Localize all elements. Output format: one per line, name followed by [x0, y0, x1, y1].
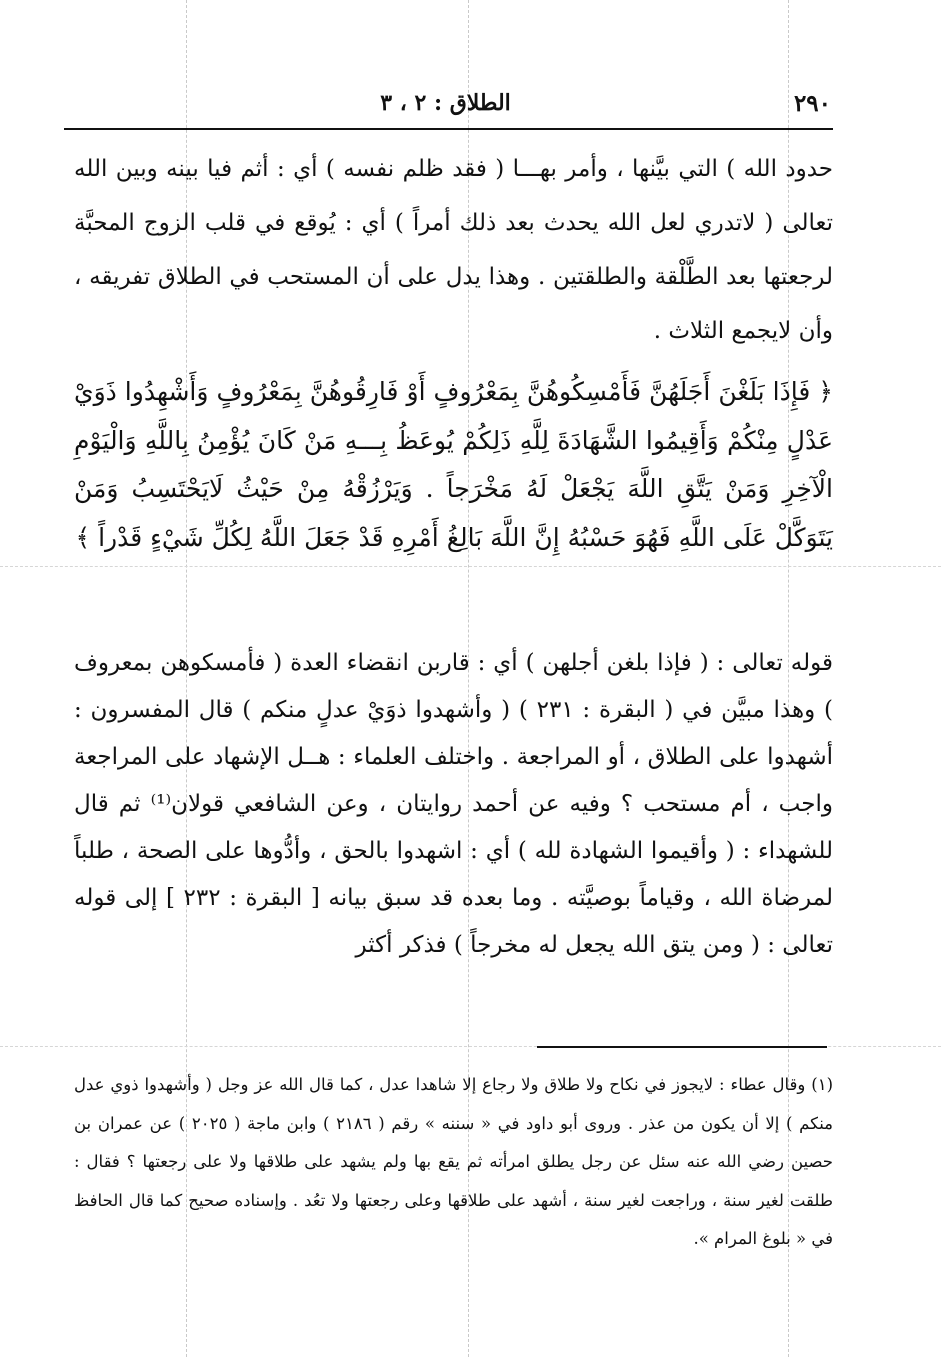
running-title: الطلاق : ٢ ، ٣: [380, 90, 511, 116]
footnotes: [74, 1066, 833, 1259]
scan-guide-line: [0, 566, 941, 567]
page-number: ٢٩٠: [793, 90, 831, 117]
commentary-paragraph: قوله تعالى : ( فإذا بلغن أجلهن ) أي : قاربن انقضاء العدة ( فأمسكوهن بمعروف ) وهذا مبيَّن في ( البقرة : ٢٣١ ) ( وأشهدوا ذوَيْ عدلٍ منكم ) قال المفسرون : أشهدوا على الطلاق ، أو المراجعة . واختلف العلماء : هــل الإشهاد على المراجعة واجب ، أم مستحب ؟ وفيه عن أحمد روايتان ، وعن الشافعي قولان⁽¹⁾ ثم قال للشهداء : ( وأقيموا الشهادة لله ) أي : اشهدوا بالحق ، وأدُّوها على الصحة ، طلباً لمرضاة الله ، وقياماً بوصيَّته . وما بعده قد سبق بيانه [ البقرة : ٢٣٢ ] إلى قوله تعالى : ( ومن يتق الله يجعل له مخرجاً ) فذكر أكثر: [74, 650, 833, 958]
page-header: [60, 88, 831, 128]
verse-text: ﴿ فَإِذَا بَلَغْنَ أَجَلَهُنَّ فَأَمْسِكُوهُنَّ بِمَعْرُوفٍ أَوْ فَارِقُوهُنَّ بِمَعْرُوفٍ وَأَشْهِدُوا ذَوَيْ عَدْلٍ مِنْكُمْ وَأَقِيمُوا الشَّهَادَةَ لِلَّهِ ذَلِكُمْ يُوعَظُ بِـــهِ مَنْ كَانَ يُؤْمِنُ بِاللَّهِ وَالْيَوْمِ الْآخِرِ وَمَنْ يَتَّقِ اللَّهَ يَجْعَلْ لَهُ مَخْرَجاً . وَيَرْزُقْهُ مِنْ حَيْثُ لَايَحْتَسِبُ وَمَنْ يَتَوَكَّلْ عَلَى اللَّهِ فَهُوَ حَسْبُهُ إِنَّ اللَّهَ بَالِغُ أَمْرِهِ قَدْ جَعَلَ اللَّهُ لِكُلِّ شَيْءٍ قَدْراً ﴾: [74, 377, 833, 552]
opening-paragraph: [74, 142, 833, 358]
quran-verse: [74, 368, 833, 562]
commentary: [74, 640, 833, 969]
footnote: (١) وقال عطاء : لايجوز في نكاح ولا طلاق ولا رجاع إلا شاهدا عدل ، كما قال الله عز وجل ( وأشهدوا ذوي عدل منكم ) إلا أن يكون من عذر . وروى أبو داود في « سننه » رقم ( ٢١٨٦ ) وابن ماجة ( ٢٠٢٥ ) عن عمران بن حصين رضي الله عنه سئل عن رجل يطلق امرأته ثم يقع بها ولم يشهد على طلاقها ولا على رجعتها ؟ فقال : طلقت لغير سنة ، وراجعت لغير سنة ، أشهد على طلاقها وعلى رجعتها ولا تعُد . وإسناده صحيح كما قال الحافظ في « بلوغ المرام ».: [74, 1075, 834, 1248]
footnote-divider: [537, 1046, 827, 1048]
body-paragraph: حدود الله ) التي بيَّنها ، وأمر بهـــا ( فقد ظلم نفسه ) أي : أثم فيا بينه وبين الله تعالى ( لاتدري لعل الله يحدث بعد ذلك أمراً ) أي : يُوقع في قلب الزوج المحبَّة لرجعتها بعد الطَّلْقة والطلقتين . وهذا يدل على أن المستحب في الطلاق تفريقه ، وأن لايجمع الثلاث .: [74, 156, 833, 344]
header-divider: [64, 128, 833, 130]
